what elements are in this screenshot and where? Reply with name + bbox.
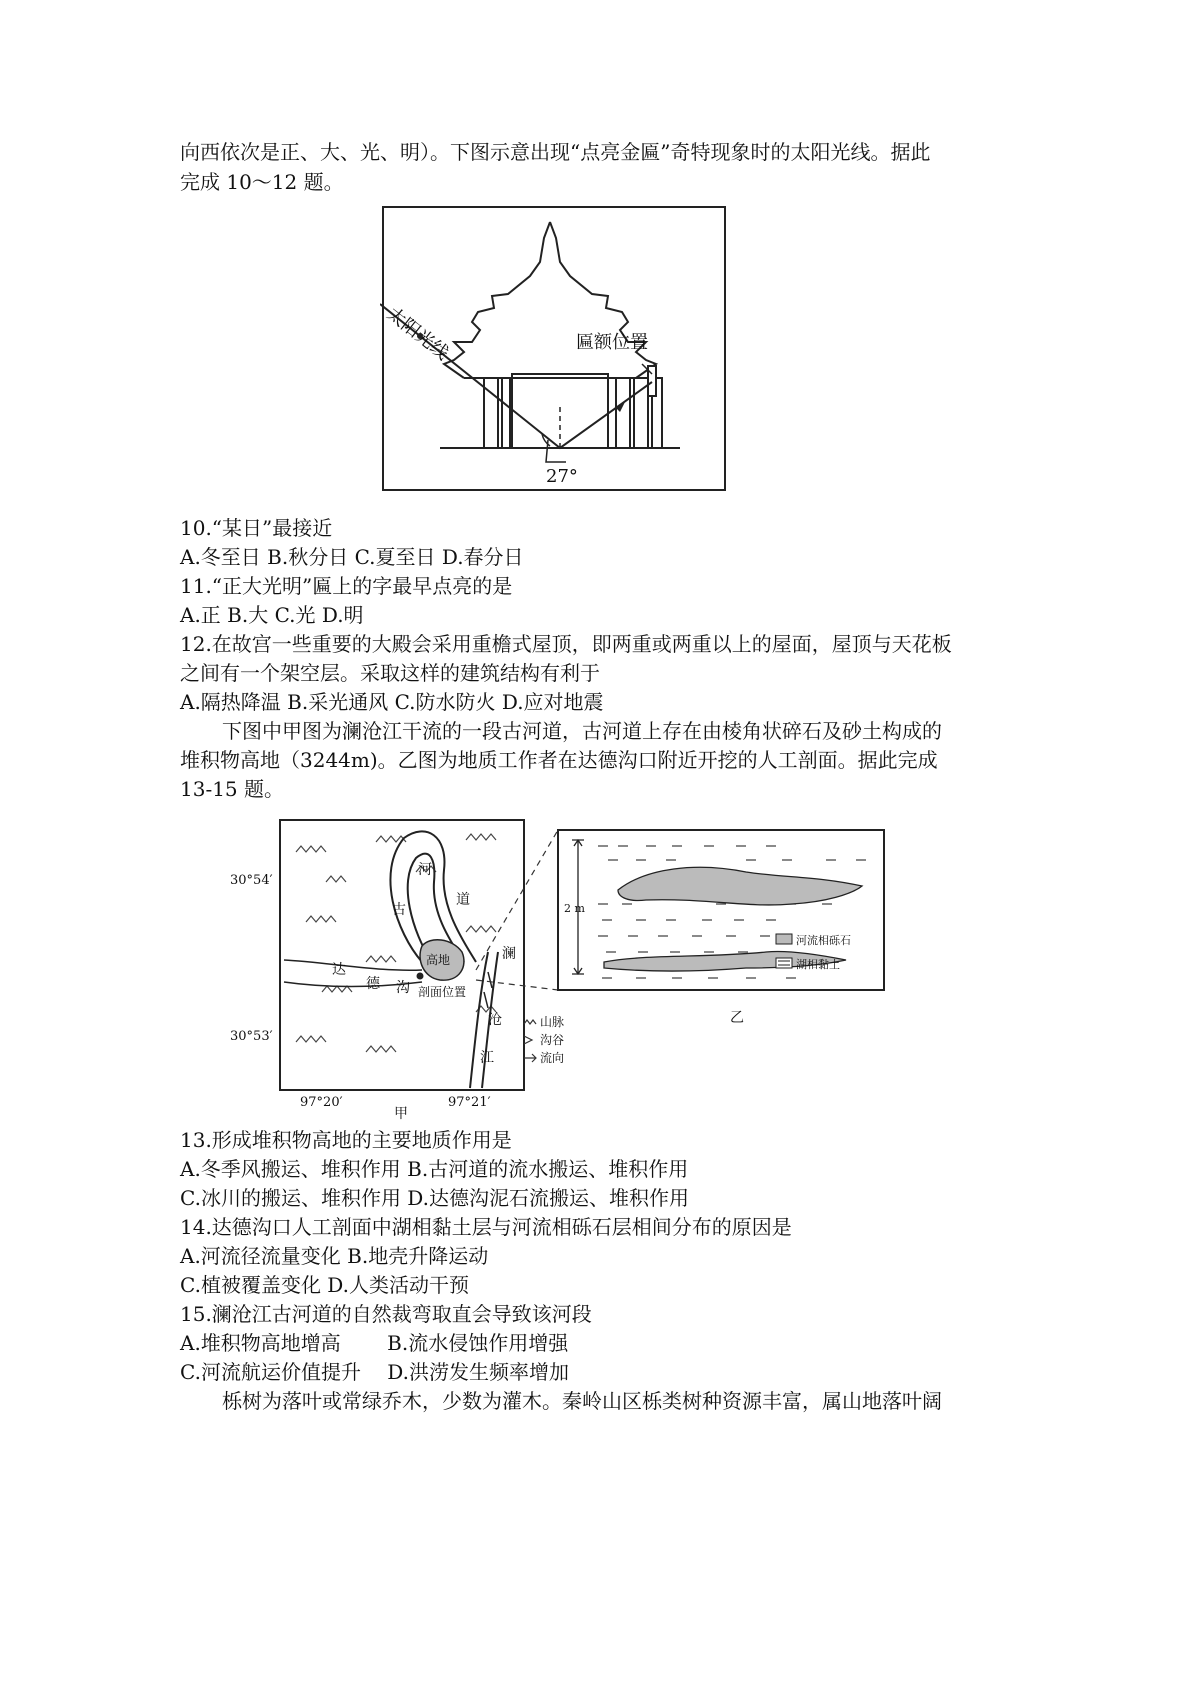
legend-clay-swatch xyxy=(776,958,792,968)
q13-stem: 13.形成堆积物高地的主要地质作用是 xyxy=(180,1128,512,1152)
lat-bottom-label: 30°53′ xyxy=(230,1029,273,1044)
q12-stem-1: 12.在故宫一些重要的大殿会采用重檐式屋顶，即两重或两重以上的屋面，屋顶与天花板 xyxy=(180,632,952,656)
final-passage-line: 栎树为落叶或常绿乔木，少数为灌木。秦岭山区栎类树种资源丰富，属山地落叶阔 xyxy=(222,1389,942,1413)
legend-flow-label: 流向 xyxy=(540,1051,565,1065)
q15-options-1: A.堆积物高地增高 B.流水侵蚀作用增强 xyxy=(180,1331,569,1355)
legend-clay-label: 湖相黏土 xyxy=(796,958,840,971)
q14-options-2: C.植被覆盖变化 D.人类活动干预 xyxy=(180,1273,469,1297)
lancang-map-profile-figure xyxy=(226,812,896,1122)
q15-options-2: C.河流航运价值提升 D.洪涝发生频率增加 xyxy=(180,1360,569,1384)
legend-valley-symbol xyxy=(524,1036,532,1044)
angle-leader xyxy=(546,440,566,462)
river-char-3: 古 xyxy=(392,902,406,918)
q11-stem: 11.“正大光明”匾上的字最早点亮的是 xyxy=(180,574,513,598)
passage2-line-1: 下图中甲图为澜沧江干流的一段古河道，古河道上存在由棱角状碎石及砂土构成的 xyxy=(222,719,942,743)
profile-position-label: 剖面位置 xyxy=(418,985,467,999)
q11-options: A.正 B.大 C.光 D.明 xyxy=(180,603,364,627)
caption-jia: 甲 xyxy=(394,1106,408,1122)
roof-outline xyxy=(444,222,656,378)
lat-top-label: 30°54′ xyxy=(230,873,273,888)
intro-line-1: 向西依次是正、大、光、明）。下图示意出现“点亮金匾”奇特现象时的太阳光线。据此 xyxy=(180,140,931,164)
q13-options-1: A.冬季风搬运、堆积作用 B.古河道的流水搬运、堆积作用 xyxy=(180,1157,689,1181)
highland-label: 高地 xyxy=(426,953,451,967)
angle-label: 27° xyxy=(546,466,578,487)
dade-char-2: 德 xyxy=(366,976,380,992)
profile-location-dot xyxy=(417,973,424,980)
legend-gravel-swatch xyxy=(776,934,792,944)
plaque-label: 匾额位置 xyxy=(576,332,648,353)
lon-left-label: 97°20′ xyxy=(300,1095,343,1110)
q14-stem: 14.达德沟口人工剖面中湖相黏土层与河流相砾石层相间分布的原因是 xyxy=(180,1215,792,1239)
passage2-line-2: 堆积物高地（3244m)。乙图为地质工作者在达德沟口附近开挖的人工剖面。据此完成 xyxy=(180,748,938,772)
legend-flow-symbol xyxy=(524,1054,536,1062)
q14-options-1: A.河流径流量变化 B.地壳升降运动 xyxy=(180,1244,489,1268)
dade-char-1: 达 xyxy=(332,962,346,978)
gravel-lens-upper xyxy=(618,867,862,905)
q12-options: A.隔热降温 B.采光通风 C.防水防火 D.应对地震 xyxy=(180,690,604,714)
scale-label: 2 m xyxy=(564,902,585,915)
legend-ridge-symbol xyxy=(524,1020,536,1024)
q12-stem-2: 之间有一个架空层。采取这样的建筑结构有利于 xyxy=(180,661,600,685)
hall-columns xyxy=(484,374,662,448)
mountain-ridges xyxy=(296,834,496,1052)
lancang-char-2: 沧 xyxy=(488,1012,502,1028)
dade-gully-upper xyxy=(284,960,422,970)
callout-dashes xyxy=(476,830,558,990)
river-char-2: 道 xyxy=(456,892,470,908)
q15-stem: 15.澜沧江古河道的自然裁弯取直会导致该河段 xyxy=(180,1302,592,1326)
lon-right-label: 97°21′ xyxy=(448,1095,491,1110)
lancang-char-1: 澜 xyxy=(502,946,516,962)
passage2-line-3: 13-15 题。 xyxy=(180,777,285,801)
intro-line-2: 完成 10～12 题。 xyxy=(180,170,344,194)
q13-options-2: C.冰川的搬运、堆积作用 D.达德沟泥石流搬运、堆积作用 xyxy=(180,1186,689,1210)
legend-ridge-label: 山脉 xyxy=(540,1015,565,1029)
lancang-char-3: 江 xyxy=(480,1050,494,1066)
dade-char-3: 沟 xyxy=(396,980,410,996)
legend-gravel-label: 河流相砾石 xyxy=(796,934,851,947)
palace-sunlight-figure xyxy=(380,204,730,494)
legend-valley-label: 沟谷 xyxy=(540,1033,565,1047)
lancang-river-left xyxy=(470,952,488,1088)
river-char-1: 河 xyxy=(418,862,432,878)
caption-yi: 乙 xyxy=(730,1010,744,1026)
q10-stem: 10.“某日”最接近 xyxy=(180,516,333,540)
q10-options: A.冬至日 B.秋分日 C.夏至日 D.春分日 xyxy=(180,545,524,569)
sun-ray-label: 太阳光线 xyxy=(382,303,453,365)
